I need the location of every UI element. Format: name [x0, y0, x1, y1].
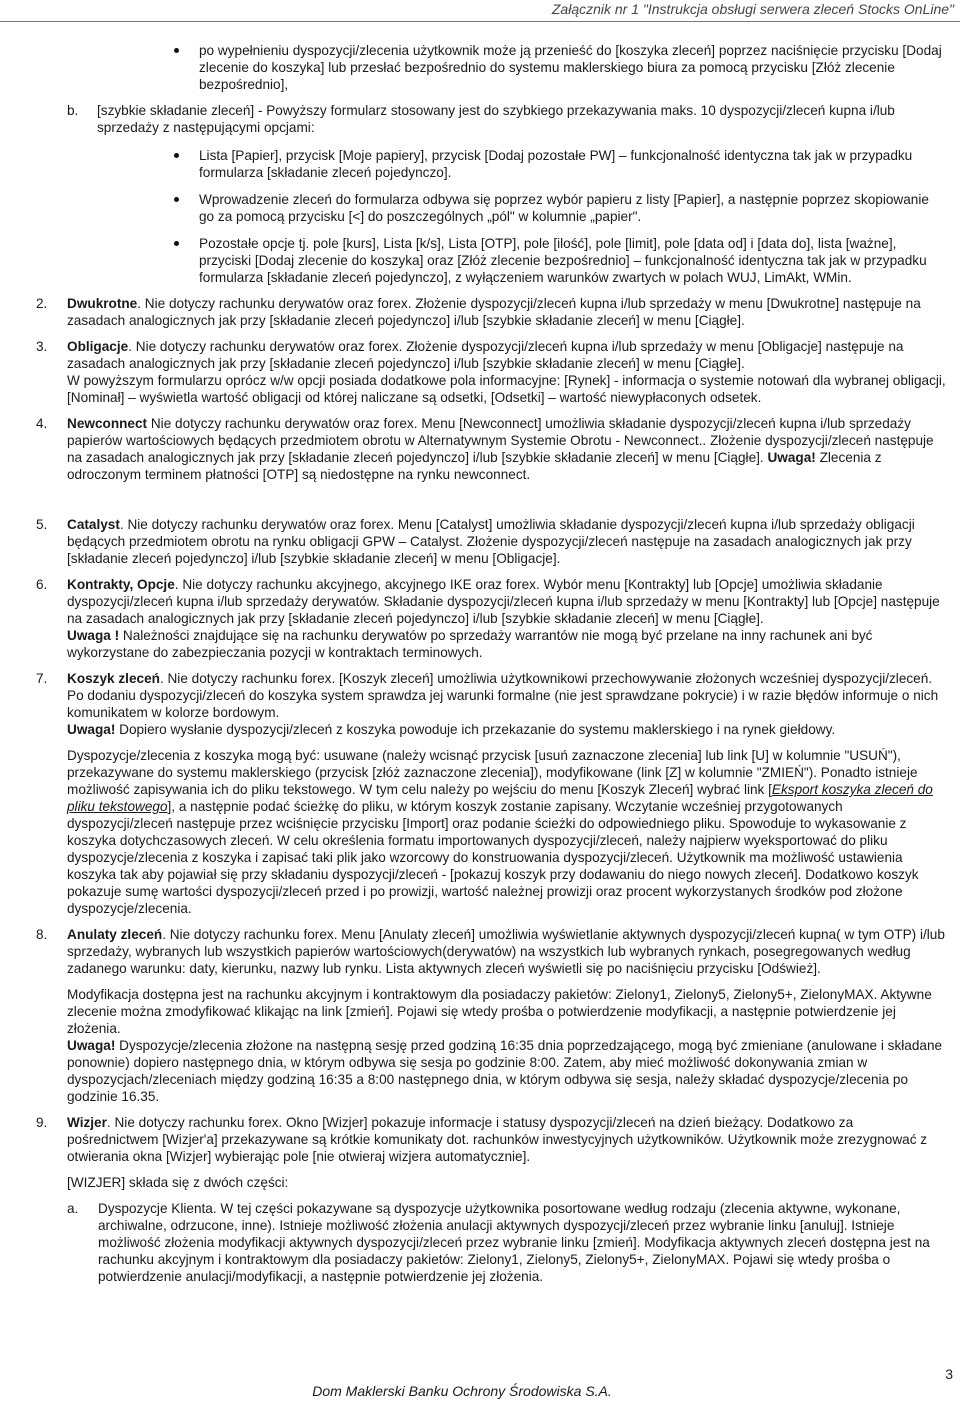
item-title: Anulaty zleceń [67, 927, 163, 942]
item-wizjer [34, 1114, 946, 1191]
page-header: Załącznik nr 1 "Instrukcja obsługi serwera zleceń Stocks OnLine" [551, 1, 954, 17]
warning-label: Uwaga! [767, 450, 816, 465]
page-footer: Dom Maklerski Banku Ochrony Środowiska S.A. [312, 1383, 612, 1399]
item-paragraph: Modyfikacja dostępna jest na rachunku akcyjnym i kontraktowym dla posiadaczy pakietów: Zielony1, Zielony5, Zielony5+, ZielonyMAX. Aktywne zlecenie można zmodyfikować klikając na link [zmień]. Pojawi się wtedy prośba o potwierdzenie modyfikacji, a następnie potwierdzenie jej złożenia. [67, 987, 932, 1036]
item-text: Dyspozycje/zlecenia złożone na następną sesję przed godziną 16:35 dnia poprzedzającego, mogą być zmieniane (anulowane i składane ponownie) dopiero następnego dnia, w którym odbywa się sesja po godzinie 8:00. Zatem, aby mieć możliwość dokonywania zmian w dyspozycjach/zleceniach między godziną 16:35 a 8:00 następnego dnia, w którym odbywa się sesja, należy składać dyspozycje/zlecenia po godzinie 16.35. [67, 1038, 943, 1104]
item-warning [67, 1037, 946, 1105]
document-body [34, 42, 946, 1285]
item-title: Newconnect [67, 416, 148, 431]
item-text: Należności znajdujące się na rachunku derywatów po sprzedaży warrantów nie mogą być przelane na inny rachunek ani być wykorzystane do zabezpieczania pozycji w kontraktach terminowych. [67, 628, 873, 660]
item-number: 2. [36, 296, 48, 311]
item-text: . Nie dotyczy rachunku derywatów oraz forex. Złożenie dyspozycji/zleceń kupna i/lub sprzedaży w menu [Obligacje] następuje na zasadach analogicznych jak przy [składanie zleceń pojedynczo] i/lub [szybkie składanie zleceń] w menu [Ciągłe]. [67, 339, 904, 371]
item-number: 3. [36, 339, 48, 354]
item-extra: W powyższym formularzu oprócz w/w opcji posiada dodatkowe pola informacyjne: [Rynek] - informacja o systemie notowań dla wybranej obligacji, [Nominał] – wyświetla wartość obligacji od której naliczane są odsetki, [Odsetki] – wartość niewypłaconych odsetek. [67, 373, 946, 405]
item-title: Obligacje [67, 339, 129, 354]
item-paragraph [67, 747, 946, 917]
item-number: 6. [36, 577, 48, 592]
item-text: . Nie dotyczy rachunku forex. Okno [Wizjer] pokazuje informacje i statusy dyspozycji/zleceń na dzień bieżący. Dodatkowo za pośrednictwem [Wizjer'a] przekazywane są krótkie komunikaty dot. rachunków inwestycyjnych użytkowników. Użytkownik może zrezygnować z otwierania okna [Wizjer] wybierając pole [nie otwieraj wizjera automatycznie]. [67, 1115, 928, 1164]
item-number: 8. [36, 927, 48, 942]
section-b [34, 102, 946, 136]
item-number: b. [67, 103, 79, 118]
item-number: 9. [36, 1115, 48, 1130]
item-title: Wizjer [67, 1115, 107, 1130]
item-warning [67, 721, 946, 738]
item-kontrakty-opcje [34, 576, 946, 661]
bullet-item: Wprowadzenie zleceń do formularza odbywa się poprzez wybór papieru z listy [Papier], a następnie poprzez skopiowanie go za pomocą przycisku [<] do poszczególnych „pól" w kolumnie „papier". [107, 191, 946, 225]
top-bullet-block [34, 42, 946, 93]
item-anulaty-zlecen [34, 926, 946, 1105]
wizjer-part-a [34, 1200, 946, 1285]
item-text: . Nie dotyczy rachunku forex. [Koszyk zleceń] umożliwia użytkownikowi przechowywanie złożonych wcześniej dyspozycji/zleceń. Po dodaniu dyspozycji/zleceń do koszyka system sprawdza jej warunki formalne (nie jest sprawdzane pokrycie) i w razie błędów informuje o nich komunikatem w kolorze bordowym. [67, 671, 939, 720]
item-text: Dyspozycje Klienta. W tej części pokazywane są dyspozycje użytkownika posortowane według rodzaju (zlecenia aktywne, wykonane, archiwalne, odrzucone, inne). Istnieje możliwość złożenia anulacji aktywnych dyspozycji/zleceń przez wybranie linku [anuluj]. Istnieje możliwość złożenia modyfikacji aktywnych dyspozycji/zleceń przez wybranie linku [zmień]. Modyfikacja aktywnych zleceń dostępna jest na rachunku akcyjnym i kontraktowym dla posiadaczy pakietów: Zielony1, Zielony5, Zielony5+, ZielonyMAX. Pojawi się wtedy prośba o potwierdzenie anulacji/modyfikacji, a następnie potwierdzenie jej złożenia. [98, 1201, 930, 1284]
section-b-bullets [34, 147, 946, 286]
item-catalyst [34, 516, 946, 567]
item-paragraph [67, 1114, 946, 1165]
item-text: . Nie dotyczy rachunku akcyjnego, akcyjnego IKE oraz forex. Wybór menu [Kontrakty] lub [Opcje] umożliwia składanie dyspozycji/zleceń kupna i/lub sprzedaży derywatów. Składanie dyspozycji/zleceń kupna i/lub sprzedaży w menu [Kontrakty] lub [Opcje] następuje na zasadach analogicznych jak przy [składanie zleceń pojedynczo] i/lub [szybkie składanie zleceń] w menu [Ciągłe]. [67, 577, 940, 626]
item-text: . Nie dotyczy rachunku derywatów oraz forex. Menu [Catalyst] umożliwia składanie dyspozycji/zleceń kupna i/lub sprzedaży obligacji będących przedmiotem obrotu na rynku obligacji GPW – Catalyst. Złożenie dyspozycji/zleceń następuje na zasadach analogicznych jak przy [składanie zleceń pojedynczo] i/lub [szybkie składanie zleceń] w menu [Obligacje]. [67, 517, 915, 566]
item-paragraph [67, 576, 946, 627]
item-text: Zlecenia z odroczonym terminem płatności [OTP] są niedostępne na rynku newconnect. [67, 450, 882, 482]
item-text: . Nie dotyczy rachunku forex. Menu [Anulaty zleceń] umożliwia wyświetlanie aktywnych dyspozycji/zleceń kupna( w tym OTP) i/lub sprzedaży, wybranych lub wszystkich papierów wartościowych(derywatów) na wszystkich lub wybranych rynkach, posegregowanych według zadanego warunku: daty, kierunku, nazwy lub rynku. Lista aktywnych zleceń wyświetli się po naciśnięciu przycisku [Odśwież]. [67, 927, 945, 976]
item-text: Dopiero wysłanie dyspozycji/zleceń z koszyka powoduje ich przekazanie do systemu maklerskiego i na rynek giełdowy. [115, 722, 836, 737]
bullet-item: Lista [Papier], przycisk [Moje papiery], przycisk [Dodaj pozostałe PW] – funkcjonalność identyczna tak jak w przypadku formularza [składanie zleceń pojedynczo]. [107, 147, 946, 181]
warning-label: Uwaga ! [67, 628, 120, 643]
bullet-item: po wypełnieniu dyspozycji/zlecenia użytkownik może ją przenieść do [koszyka zleceń] poprzez naciśnięcie przycisku [Dodaj zlecenie do koszyka] lub przesłać bezpośrednio do systemu maklerskiego biura za pomocą przycisku [Złóż zlecenie bezpośrednio], [107, 42, 946, 93]
page-number: 3 [945, 1366, 953, 1382]
item-text: . Nie dotyczy rachunku derywatów oraz forex. Złożenie dyspozycji/zleceń kupna i/lub sprzedaży w menu [Dwukrotne] następuje na zasadach analogicznych jak przy [składanie zleceń pojedynczo] i/lub [szybkie składanie zleceń] w menu [Ciągłe]. [67, 296, 921, 328]
item-title: Catalyst [67, 517, 120, 532]
item-dwukrotne [34, 295, 946, 329]
header-rule [0, 21, 960, 22]
item-text: ], a następnie podać ścieżkę do pliku, w którym koszyk zostanie zapisany. Wczytanie wcześniej przygotowanych dyspozycji/zleceń następuje przez wciśnięcie przycisku [Import] oraz podanie ścieżki do odpowiedniego pliku. Spowoduje to wykasowanie z koszyka dotychczasowych zleceń. W celu określenia formatu importowanych dyspozycji/zleceń, należy najpierw wyeksportować do pliku dyspozycje/zlecenia z koszyka i zapisać taki plik jako wzorcowy do konstruowania dyspozycji/zleceń. Użytkownik ma możliwość ustawienia koszyka tak aby pojawiał się przy składaniu dyspozycji/zleceń - [pokazuj koszyk przy dodawaniu do niego nowych zleceń]. Dodatkowo koszyk pokazuje sumę wartości dyspozycji/zleceń przed i po prowizji, wartość należnej prowizji oraz procent wykorzystanych środków pod złożone dyspozycje/zlecenia. [67, 799, 919, 916]
item-obligacje [34, 338, 946, 406]
item-koszyk-zlecen [34, 670, 946, 917]
item-number: 4. [36, 416, 48, 431]
item-paragraph [67, 926, 946, 977]
warning-label: Uwaga! [67, 722, 116, 737]
item-warning [67, 627, 946, 661]
item-newconnect [34, 415, 946, 483]
item-number: a. [67, 1201, 79, 1216]
item-text: Nie dotyczy rachunku derywatów oraz forex. Menu [Newconnect] umożliwia składanie dyspozycji/zleceń kupna i/lub sprzedaży papierów wartościowych będących przedmiotem obrotu w Alternatywnym Systemie Obrotu - Newconnect.. Złożenie dyspozycji/zleceń następuje na zasadach analogicznych jak przy [składanie zleceń pojedynczo] i/lub [szybkie składanie zleceń] w menu [Ciągłe]. [67, 416, 934, 465]
item-title: Koszyk zleceń [67, 671, 160, 686]
item-number: 5. [36, 517, 48, 532]
warning-label: Uwaga! [67, 1038, 116, 1053]
item-title: Dwukrotne [67, 296, 138, 311]
item-paragraph [67, 338, 946, 372]
item-paragraph: [WIZJER] składa się z dwóch części: [67, 1175, 289, 1190]
export-basket-link[interactable]: Eksport koszyka zleceń do pliku tekstowego [67, 782, 933, 814]
item-title: Kontrakty, Opcje [67, 577, 175, 592]
item-number: 7. [36, 671, 48, 686]
section-b-text: [szybkie składanie zleceń] - Powyższy formularz stosowany jest do szybkiego przekazywania maks. 10 dyspozycji/zleceń kupna i/lub sprzedaży z następującymi opcjami: [97, 103, 895, 135]
item-paragraph [67, 670, 946, 721]
item-text: Dyspozycje/zlecenia z koszyka mogą być: usuwane (należy wcisnąć przycisk [usuń zaznaczone zlecenia] lub link [U] w kolumnie "USUŃ"), przekazywane do systemu maklerskiego (przycisk [złóż zaznaczone zlecenia]), modyfikowane (link [Z] w kolumnie "ZMIEŃ"). Ponadto istnieje możliwość zapisywania ich do pliku tekstowego. W tym celu należy po wejściu do menu [Koszyk Zleceń] wybrać link [ [67, 748, 918, 797]
bullet-item: Pozostałe opcje tj. pole [kurs], Lista [k/s], Lista [OTP], pole [ilość], pole [limit], pole [data od] i [data do], lista [ważne], przyciski [Dodaj zlecenie do koszyka] oraz [Złóż zlecenie bezpośrednio] – funkcjonalność identyczna tak jak w przypadku formularza [składanie zleceń pojedynczo], z wyłączeniem warunków zwartych w polach WUJ, LimAkt, WMin. [107, 235, 946, 286]
